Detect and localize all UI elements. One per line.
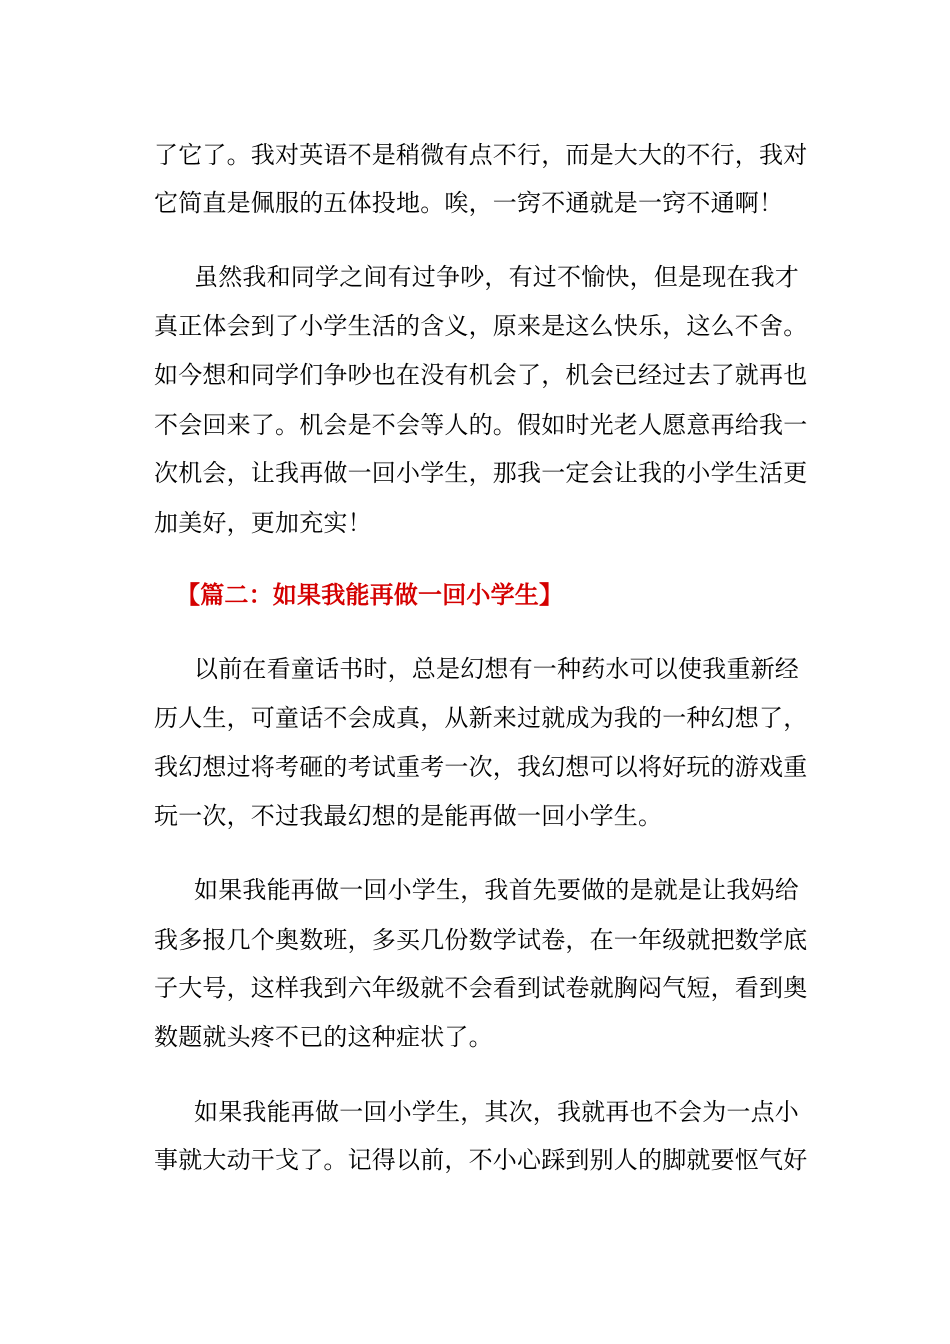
paragraph-2-line-4: 不会回来了。机会是不会等人的。假如时光老人愿意再给我一 xyxy=(154,411,808,439)
paragraph-3-line-4: 玩一次，不过我最幻想的是能再做一回小学生。 xyxy=(154,802,663,830)
section-heading: 【篇二：如果我能再做一回小学生】 xyxy=(176,581,564,609)
paragraph-4-line-2: 我多报几个奥数班，多买几份数学试卷，在一年级就把数学底 xyxy=(154,926,808,954)
paragraph-4-line-3: 子大号，这样我到六年级就不会看到试卷就胸闷气短，看到奥 xyxy=(154,974,808,1002)
paragraph-5-line-2: 事就大动干戈了。记得以前，不小心踩到别人的脚就要怄气好 xyxy=(154,1146,808,1174)
paragraph-4-line-4: 数题就头疼不已的这种症状了。 xyxy=(154,1023,493,1051)
paragraph-2-line-2: 真正体会到了小学生活的含义，原来是这么快乐，这么不舍。 xyxy=(154,312,808,340)
paragraph-3-line-1: 以前在看童话书时，总是幻想有一种药水可以使我重新经 xyxy=(194,655,799,683)
paragraph-1-line-1: 了它了。我对英语不是稍微有点不行，而是大大的不行，我对 xyxy=(154,141,808,169)
paragraph-3-line-2: 历人生，可童话不会成真，从新来过就成为我的一种幻想了， xyxy=(154,704,808,732)
paragraph-1-line-2: 它简直是佩服的五体投地。唉，一窍不通就是一窍不通啊！ xyxy=(154,189,784,217)
paragraph-4-line-1: 如果我能再做一回小学生，我首先要做的是就是让我妈给 xyxy=(194,876,799,904)
paragraph-2-line-5: 次机会，让我再做一回小学生，那我一定会让我的小学生活更 xyxy=(154,459,808,487)
paragraph-5-line-1: 如果我能再做一回小学生，其次，我就再也不会为一点小 xyxy=(194,1098,799,1126)
paragraph-2-line-3: 如今想和同学们争吵也在没有机会了，机会已经过去了就再也 xyxy=(154,361,808,389)
paragraph-3-line-3: 我幻想过将考砸的考试重考一次，我幻想可以将好玩的游戏重 xyxy=(154,753,808,781)
paragraph-2-line-1: 虽然我和同学之间有过争吵，有过不愉快，但是现在我才 xyxy=(194,263,799,291)
paragraph-2-line-6: 加美好，更加充实！ xyxy=(154,509,372,537)
